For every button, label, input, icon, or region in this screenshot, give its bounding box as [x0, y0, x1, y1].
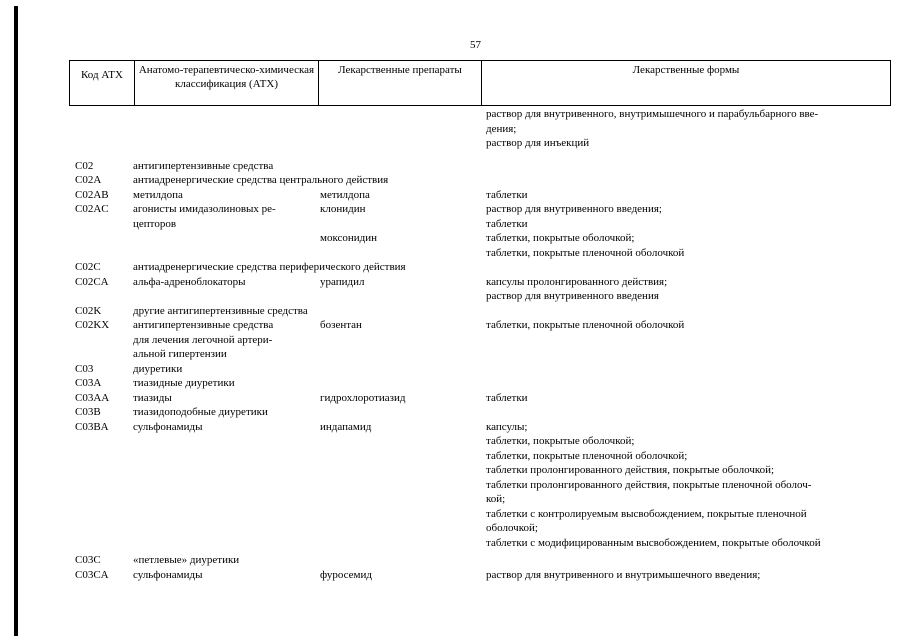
dosage-forms: таблетки — [486, 188, 528, 201]
atc-code: C02K — [75, 304, 102, 317]
atc-name: метилдопа — [133, 188, 183, 201]
atc-name: «петлевые» диуретики — [133, 554, 240, 566]
page-number: 57 — [470, 39, 481, 51]
table-row — [0, 260, 905, 275]
atc-name: альфа-адреноблокаторы — [133, 275, 246, 288]
table-header — [69, 60, 891, 106]
atc-code: C02A — [75, 174, 102, 186]
header-code: Код АТХ — [70, 61, 135, 105]
table-row — [0, 159, 905, 174]
dosage-forms: таблетки — [486, 391, 528, 404]
table-row — [0, 391, 905, 406]
atc-name: тиазидоподобные диуретики — [133, 406, 268, 418]
atc-name: тиазидные диуретики — [133, 377, 235, 389]
header-dosage-forms: Лекарственные формы — [632, 64, 740, 76]
atc-name: диуретики — [133, 362, 183, 375]
table-row — [0, 188, 905, 203]
atc-code: C03AA — [75, 391, 110, 404]
atc-code: C02CA — [75, 275, 109, 288]
drug-name: клонидин — [320, 203, 366, 215]
table-row — [0, 304, 905, 319]
table-row — [0, 202, 905, 231]
header-atc-classification: Анатомо-терапевтическо-химическая классификация (АТХ) — [135, 61, 319, 105]
table-body — [0, 107, 905, 582]
table-row — [0, 107, 905, 159]
dosage-forms: таблетки, покрытые оболочкой; таблетки, покрытые пленочной оболочкой — [486, 232, 685, 259]
drug-name: бозентан — [320, 319, 362, 331]
drug-name: метилдопа — [320, 188, 370, 201]
table-row — [0, 173, 905, 188]
dosage-forms: таблетки, покрытые пленочной оболочкой — [486, 319, 685, 331]
atc-code: C03CA — [75, 568, 109, 581]
table-row — [0, 405, 905, 420]
table-row — [0, 553, 905, 568]
header-drugs: Лекарственные препараты — [319, 61, 482, 105]
dosage-forms: раствор для внутривенного и внутримышечного введения; — [486, 568, 761, 581]
dosage-forms: капсулы пролонгированного действия; раствор для внутривенного введения — [486, 275, 668, 302]
drug-name: индапамид — [320, 420, 372, 433]
dosage-forms: раствор для внутривенного введения; таблетки — [486, 203, 662, 230]
atc-code: C02KX — [75, 319, 110, 331]
drug-name: урапидил — [320, 275, 365, 288]
drug-name: моксонидин — [320, 232, 378, 244]
drug-name: фуросемид — [320, 568, 372, 581]
table-row — [0, 376, 905, 391]
atc-code: C02C — [75, 261, 101, 273]
atc-name: антигипертензивные средства — [133, 159, 274, 172]
atc-name: антигипертензивные средства для лечения легочной артери- альной гипертензии — [133, 319, 274, 360]
atc-code: C02 — [75, 159, 94, 172]
atc-code: C02AB — [75, 188, 109, 201]
atc-code: C03BA — [75, 420, 109, 433]
dosage-forms: капсулы; таблетки, покрытые оболочкой; таблетки, покрытые пленочной оболочкой; таблетки пролонгированного действия, покрытые оболочкой; таблетки пролонгированного действия, покрытые пленочной оболоч- кой; таблетки с контролируемым высвобождением, покрытые пленочной оболочкой; таблетки с модифицированным высвобождением, покрытые оболочкой — [486, 420, 821, 549]
drug-name: гидрохлоротиазид — [320, 391, 406, 404]
atc-name: сульфонамиды — [133, 420, 203, 433]
atc-name: тиазиды — [133, 391, 172, 404]
table-row — [0, 318, 905, 362]
atc-name: антиадренергические средства центрального действия — [133, 174, 389, 186]
dosage-forms: раствор для внутривенного, внутримышечного и парабульбарного вве- дения; раствор для инъекций — [486, 108, 819, 149]
atc-code: C02AC — [75, 203, 109, 215]
atc-name: сульфонамиды — [133, 568, 203, 581]
atc-name: антиадренергические средства периферического действия — [133, 261, 406, 273]
atc-name: другие антигипертензивные средства — [133, 304, 308, 317]
table-row — [0, 231, 905, 260]
atc-code: C03 — [75, 362, 94, 375]
table-row — [0, 568, 905, 583]
atc-name: агонисты имидазолиновых ре- цепторов — [133, 203, 276, 230]
atc-code: C03C — [75, 554, 101, 566]
table-row — [0, 420, 905, 554]
table-row — [0, 275, 905, 304]
table-row — [0, 362, 905, 377]
atc-code: C03B — [75, 406, 101, 418]
atc-code: C03A — [75, 377, 102, 389]
